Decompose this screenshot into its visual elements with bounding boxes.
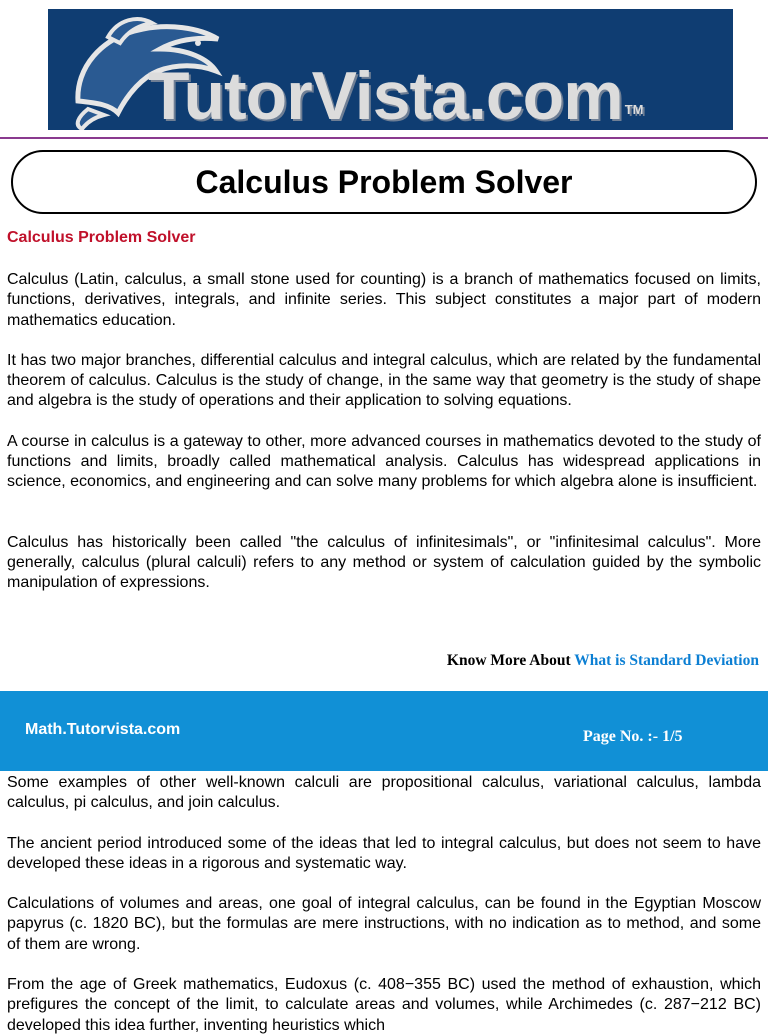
tutorvista-logo-banner <box>48 9 733 130</box>
section-heading: Calculus Problem Solver <box>7 229 196 246</box>
trademark-mark: TM <box>624 102 644 117</box>
paragraph: From the age of Greek mathematics, Eudoxus (c. 408−355 BC) used the method of exhaustion, which prefigures the concept of the limit, to calculate areas and volumes, while Archimedes (c. 287−212 BC) developed this idea further, inventing heuristics which <box>7 976 761 1034</box>
paragraph: Calculations of volumes and areas, one goal of integral calculus, can be found in the Egyptian Moscow papyrus (c. 1820 BC), but the formulas are mere instructions, with no indication as to method, and some of them are wrong. <box>7 895 761 953</box>
know-more-line <box>447 652 759 670</box>
logo-text: TutorVista.com <box>148 58 623 130</box>
paragraph: The ancient period introduced some of the ideas that led to integral calculus, but does not seem to have developed these ideas in a rigorous and systematic way. <box>7 834 761 872</box>
paragraph: Some examples of other well-known calculi are propositional calculus, variational calculus, lambda calculus, pi calculus, and join calculus. <box>7 774 761 812</box>
know-more-label: Know More About <box>446 652 575 669</box>
page-title: Calculus Problem Solver <box>195 163 573 200</box>
page2-body <box>7 773 761 1036</box>
page-footer <box>0 691 768 771</box>
paragraph: Calculus has historically been called "the calculus of infinitesimals", or "infinitesimal calculus". More generally, calculus (plural calculi) refers to any method or system of calculation guided by the symbolic manipulation of expressions. <box>7 533 761 592</box>
header-divider <box>0 137 768 139</box>
paragraph: Calculus (Latin, calculus, a small stone used for counting) is a branch of mathematics focused on limits, functions, derivatives, integrals, and infinite series. This subject constitutes a major part of modern mathematics education. <box>7 271 761 329</box>
paragraph: It has two major branches, differential calculus and integral calculus, which are related by the fundamental theorem of calculus. Calculus is the study of change, in the same way that geometry is the study of shape and algebra is the study of operations and their application to solving equations. <box>7 351 761 410</box>
page-number: Page No. :- 1/5 <box>583 728 683 745</box>
site-name: Math.Tutorvista.com <box>25 721 181 738</box>
standard-deviation-link[interactable]: What is Standard Deviation <box>574 652 759 669</box>
paragraph: A course in calculus is a gateway to other, more advanced courses in mathematics devoted to the study of functions and limits, broadly called mathematical analysis. Calculus has widespread applications in science, economics, and engineering and can solve many problems for which algebra alone is insufficient. <box>7 432 761 491</box>
page1-body <box>7 270 761 594</box>
title-box <box>11 150 757 214</box>
